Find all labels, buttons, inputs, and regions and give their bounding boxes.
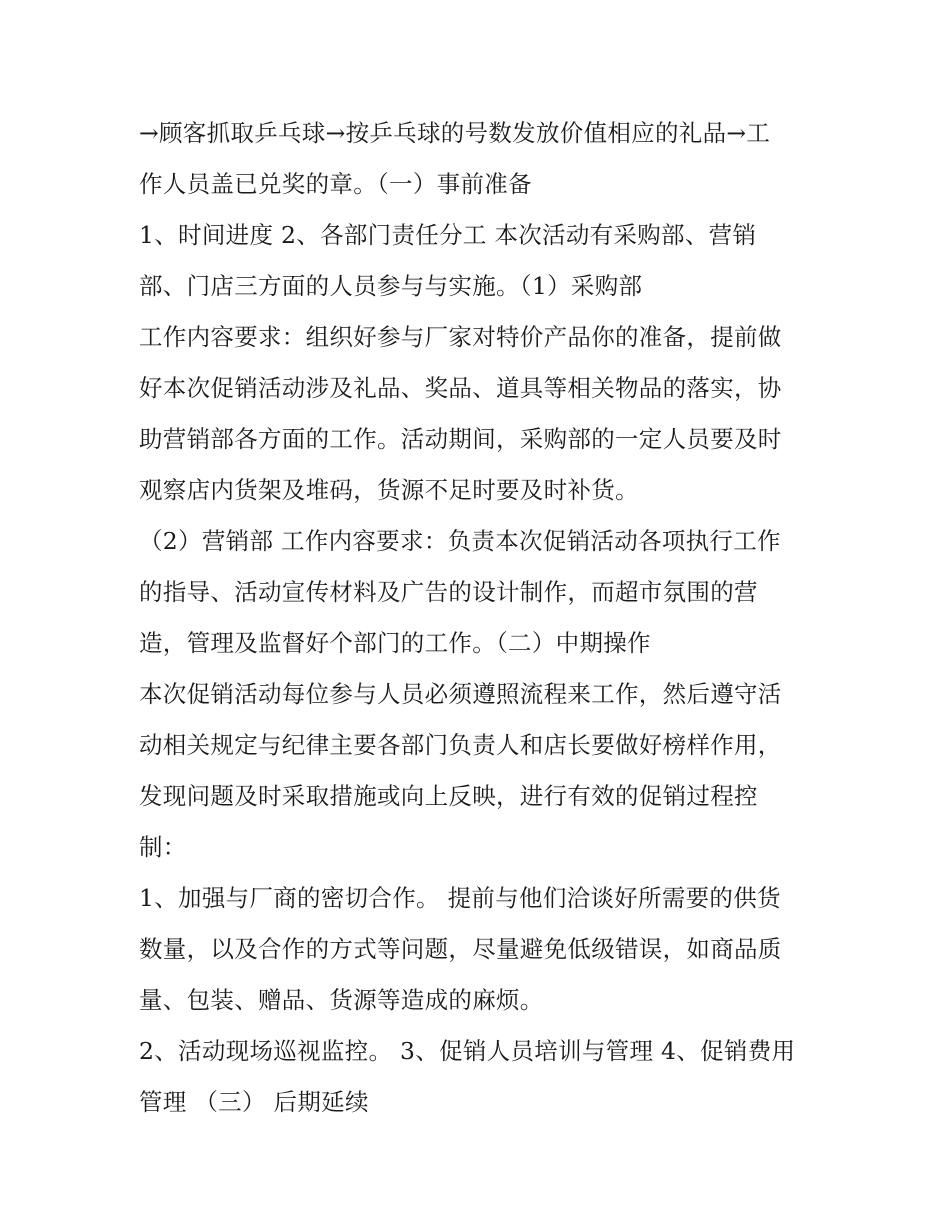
text-line: →顾客抓取乒乓球→按乒乓球的号数发放价值相应的礼品→工 bbox=[139, 119, 771, 147]
text-line: 助营销部各方面的工作。活动期间，采购部的一定人员要及时 bbox=[139, 425, 782, 453]
text-line: 2、活动现场巡视监控。 3、促销人员培训与管理 4、促销费用 bbox=[139, 1037, 796, 1065]
text-line: 发现问题及时采取措施或向上反映，进行有效的促销过程控 bbox=[139, 782, 758, 810]
text-line: 数量，以及合作的方式等问题，尽量避免低级错误，如商品质 bbox=[139, 935, 782, 963]
text-line: 动相关规定与纪律主要各部门负责人和店长要做好榜样作用， bbox=[139, 731, 782, 759]
text-line: 部、门店三方面的人员参与与实施。（1）采购部 bbox=[139, 272, 643, 300]
text-line: （2）营销部 工作内容要求：负责本次促销活动各项执行工作 bbox=[139, 527, 781, 555]
text-line: 作人员盖已兑奖的章。（一）事前准备 bbox=[139, 170, 532, 198]
text-line: 造，管理及监督好个部门的工作。（二）中期操作 bbox=[139, 629, 651, 657]
document-body bbox=[139, 108, 819, 1128]
text-line: 管理 （三） 后期延续 bbox=[139, 1088, 369, 1116]
text-line: 观察店内货架及堆码，货源不足时要及时补货。 bbox=[139, 476, 639, 504]
text-line: 的指导、活动宣传材料及广告的设计制作，而超市氛围的营 bbox=[139, 578, 758, 606]
text-line: 好本次促销活动涉及礼品、奖品、道具等相关物品的落实，协 bbox=[139, 374, 782, 402]
text-line: 1、时间进度 2、各部门责任分工 本次活动有采购部、营销 bbox=[139, 221, 757, 249]
text-line: 本次促销活动每位参与人员必须遵照流程来工作，然后遵守活 bbox=[139, 680, 782, 708]
text-line: 量、包装、赠品、货源等造成的麻烦。 bbox=[139, 986, 544, 1014]
text-line: 工作内容要求：组织好参与厂家对特价产品你的准备，提前做 bbox=[139, 323, 782, 351]
text-line: 1、加强与厂商的密切合作。 提前与他们洽谈好所需要的供货 bbox=[139, 884, 781, 912]
text-line: 制： bbox=[139, 833, 187, 861]
